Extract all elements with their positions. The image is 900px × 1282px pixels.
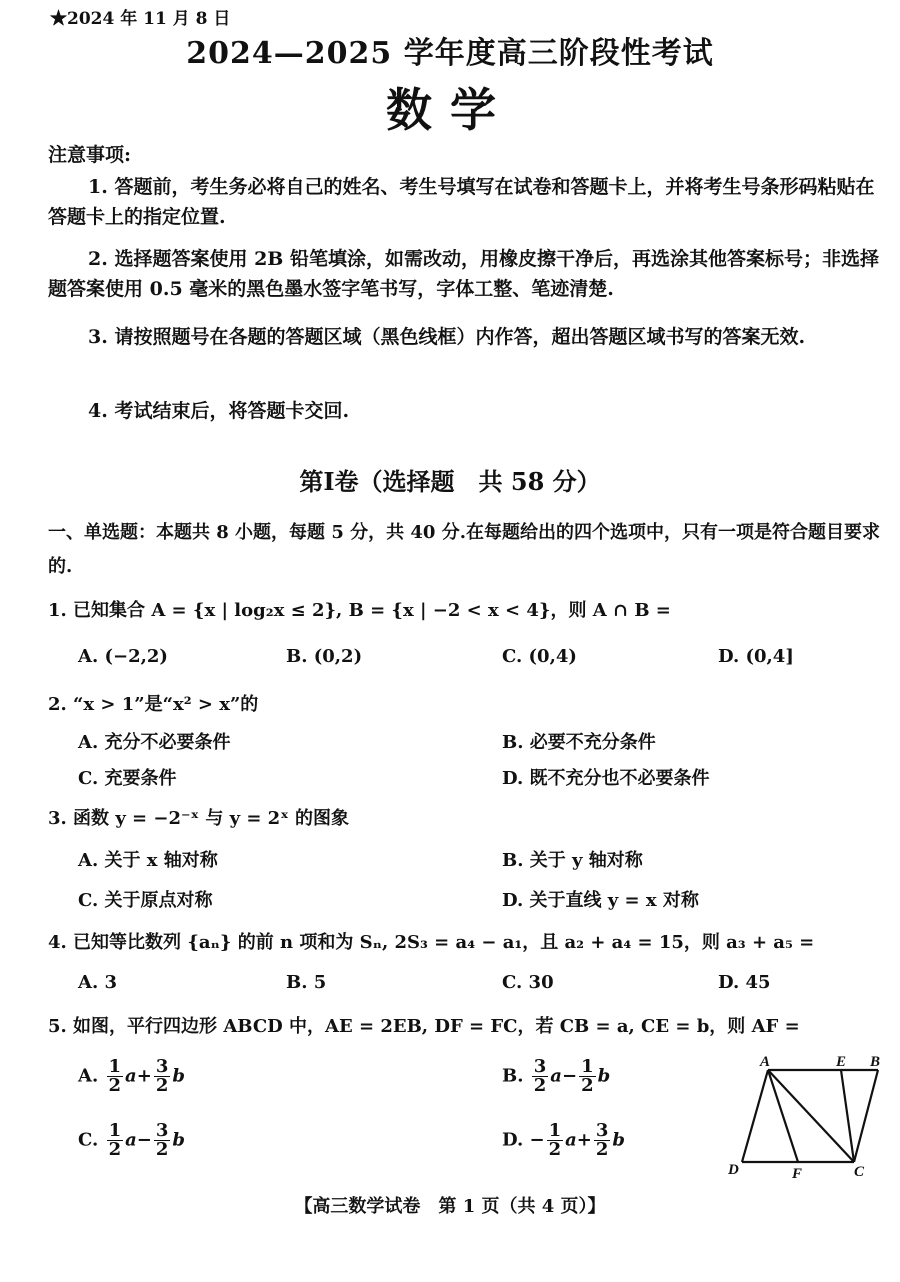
segment-bc (854, 1070, 878, 1162)
question-1-stem: 1. 已知集合 A = {x | log₂x ≤ 2}, B = {x | −2 < x < 4}，则 A ∩ B = (48, 600, 671, 621)
question-2-stem: 2. “x > 1”是“x² > x”的 (48, 694, 259, 715)
question-4-option-a: A. 3 (78, 972, 118, 993)
notice-heading: 注意事项: (48, 144, 132, 166)
question-3-option-b: B. 关于 y 轴对称 (502, 850, 643, 871)
question-2-option-d: D. 既不充分也不必要条件 (502, 768, 710, 789)
segment-ac (768, 1070, 854, 1162)
segment-af (768, 1070, 798, 1162)
section-instructions: 一、单选题：本题共 8 小题，每题 5 分，共 40 分.在每题给出的四个选项中，只有一项是符合题目要求的. (48, 522, 880, 577)
vertex-label-e: E (836, 1054, 847, 1070)
question-5-option-c-label: C. (78, 1129, 99, 1151)
question-5-option-c: C. $\frac{1}{2}$ a− $\frac{3}{2}$ b (78, 1120, 185, 1160)
notice-item-3: 3. 请按照题号在各题的答题区域（黑色线框）内作答，超出答题区域书写的答案无效. (88, 326, 806, 348)
question-5-option-b: B. $\frac{3}{2}$ a− $\frac{1}{2}$ b (502, 1056, 611, 1096)
question-4-stem: 4. 已知等比数列 {aₙ} 的前 n 项和为 Sₙ, 2S₃ = a₄ − a₁，且 a₂ + a₄ = 15，则 a₃ + a₅ = (48, 932, 815, 953)
notice-item-4: 4. 考试结束后，将答题卡交回. (88, 400, 350, 422)
question-5-option-b-label: B. (502, 1065, 524, 1087)
question-5-stem: 5. 如图，平行四边形 ABCD 中，AE = 2EB, DF = FC，若 CB = a, CE = b，则 AF = (48, 1016, 800, 1037)
question-3-option-c: C. 关于原点对称 (78, 890, 213, 911)
vertex-label-f: F (792, 1166, 803, 1182)
vertex-label-c: C (854, 1164, 865, 1180)
vertex-label-b: B (870, 1054, 881, 1070)
question-3-option-d: D. 关于直线 y = x 对称 (502, 890, 699, 911)
question-4-option-c: C. 30 (502, 972, 554, 993)
segment-da (742, 1070, 768, 1162)
parallelogram-figure (720, 1052, 890, 1182)
question-4-option-b: B. 5 (286, 972, 327, 993)
segment-ec (841, 1070, 854, 1162)
question-3-stem: 3. 函数 y = −2⁻ˣ 与 y = 2ˣ 的图象 (48, 808, 350, 829)
question-5-option-a-label: A. (78, 1065, 99, 1087)
exam-subject: 数学 (386, 83, 514, 137)
vertex-label-a: A (760, 1054, 771, 1070)
question-5-option-a: A. $\frac{1}{2}$ a+ $\frac{3}{2}$ b (78, 1056, 185, 1096)
page-footer: 【高三数学试卷 第 1 页（共 4 页）】 (294, 1196, 606, 1217)
question-3-option-a: A. 关于 x 轴对称 (78, 850, 218, 871)
notice-item-1: 1. 答题前，考生务必将自己的姓名、考生号填写在试卷和答题卡上，并将考生号条形码粘贴在答题卡上的指定位置. (48, 176, 875, 228)
question-2-option-a: A. 充分不必要条件 (78, 732, 231, 753)
question-1-option-c: C. (0,4) (502, 646, 577, 667)
exam-date: ★2024 年 11 月 8 日 (50, 9, 231, 29)
vertex-label-d: D (728, 1162, 739, 1178)
section-title: 第Ⅰ卷（选择题 共 58 分） (299, 467, 601, 496)
notice-item-2: 2. 选择题答案使用 2B 铅笔填涂，如需改动，用橡皮擦干净后，再选涂其他答案标号；非选择题答案使用 0.5 毫米的黑色墨水签字笔书写，字体工整、笔迹清楚. (48, 248, 879, 300)
question-1-option-b: B. (0,2) (286, 646, 363, 667)
question-5-option-d-label: D. (502, 1129, 524, 1151)
question-4-option-d: D. 45 (718, 972, 771, 993)
question-2-option-c: C. 充要条件 (78, 768, 177, 789)
exam-title: 2024—2025 学年度高三阶段性考试 (186, 36, 714, 71)
question-1-option-a: A. (−2,2) (78, 646, 168, 667)
question-5-option-d: D. − $\frac{1}{2}$ a+ $\frac{3}{2}$ b (502, 1120, 626, 1160)
question-2-option-b: B. 必要不充分条件 (502, 732, 656, 753)
question-1-option-d: D. (0,4] (718, 646, 794, 667)
